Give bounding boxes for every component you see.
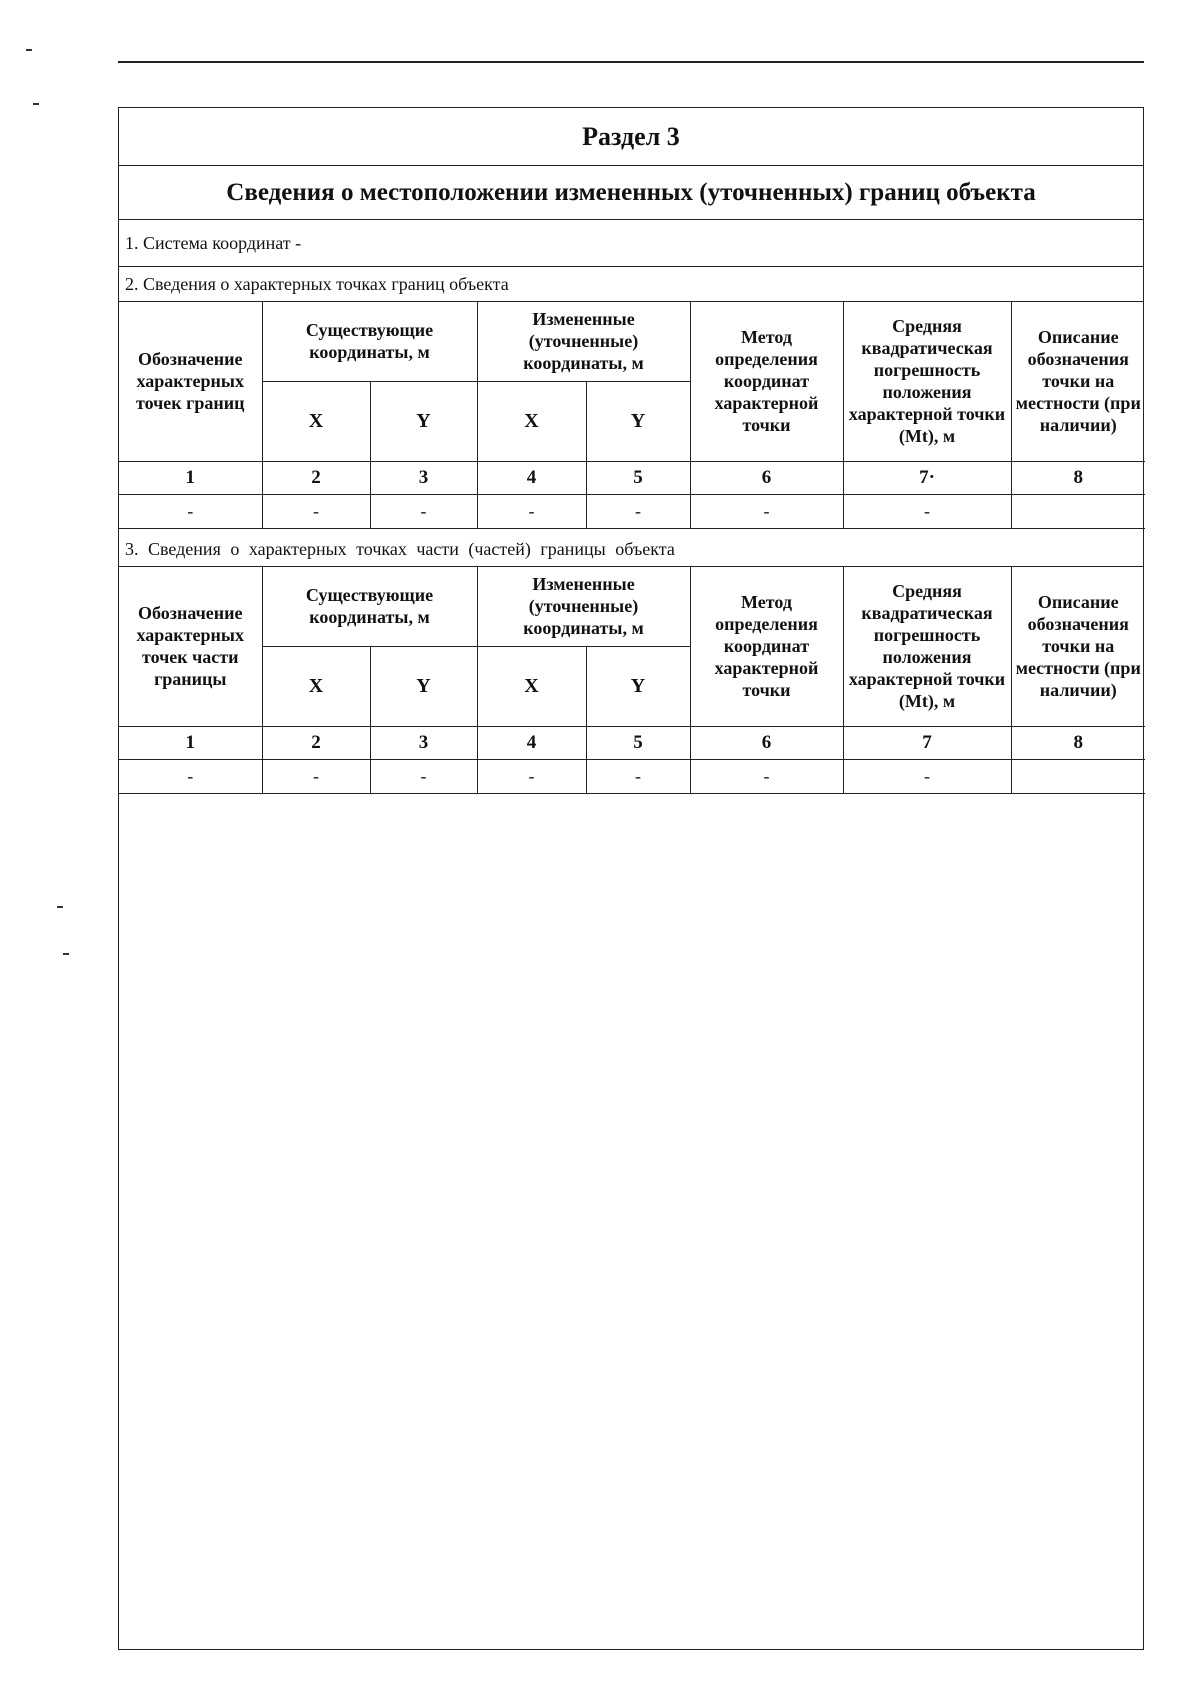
header-error: Средняя квадратическая погрешность положения характерной точки (Mt), м bbox=[843, 567, 1011, 726]
scan-mark bbox=[63, 953, 69, 955]
table-row bbox=[119, 759, 1145, 793]
header-method: Метод определения координат характерной точки bbox=[690, 302, 843, 461]
points-table-heading: 2. Сведения о характерных точках границ объекта bbox=[119, 267, 1143, 302]
points-table bbox=[119, 302, 1145, 529]
table-cell: - bbox=[370, 494, 477, 528]
column-numbers-row bbox=[119, 461, 1145, 494]
scan-mark bbox=[57, 906, 63, 908]
table-cell bbox=[1011, 494, 1145, 528]
header-designation: Обозначение характерных точек границ bbox=[119, 302, 262, 461]
column-number: 5 bbox=[586, 461, 690, 494]
column-number: 1 bbox=[119, 726, 262, 759]
column-number: 3 bbox=[370, 726, 477, 759]
table-cell: - bbox=[843, 759, 1011, 793]
header-changed-x: X bbox=[477, 646, 586, 726]
header-existing-coords: Существующие координаты, м bbox=[262, 302, 477, 381]
table-cell: - bbox=[262, 494, 370, 528]
coordinate-system-line: 1. Система координат - bbox=[119, 220, 1143, 267]
column-number: 8 bbox=[1011, 461, 1145, 494]
column-number: 6 bbox=[690, 726, 843, 759]
top-rule bbox=[118, 61, 1144, 63]
scan-mark bbox=[26, 49, 32, 51]
header-changed-x: X bbox=[477, 381, 586, 461]
table-cell: - bbox=[690, 759, 843, 793]
table-cell: - bbox=[690, 494, 843, 528]
header-existing-x: X bbox=[262, 381, 370, 461]
scan-mark bbox=[33, 103, 39, 105]
table-cell: - bbox=[477, 494, 586, 528]
table-cell: - bbox=[586, 494, 690, 528]
column-number: 8 bbox=[1011, 726, 1145, 759]
column-number: 2 bbox=[262, 461, 370, 494]
table-cell bbox=[1011, 759, 1145, 793]
header-changed-y: Y bbox=[586, 646, 690, 726]
table-cell: - bbox=[119, 494, 262, 528]
table-cell: - bbox=[119, 759, 262, 793]
section-title: Раздел 3 bbox=[119, 108, 1143, 166]
parts-table-heading: 3. Сведения о характерных точках части (частей) границы объекта bbox=[119, 532, 1143, 567]
section-subtitle: Сведения о местоположении измененных (уточненных) границ объекта bbox=[119, 166, 1143, 220]
header-description: Описание обозначения точки на местности (при наличии) bbox=[1011, 302, 1145, 461]
header-existing-y: Y bbox=[370, 381, 477, 461]
parts-table bbox=[119, 567, 1145, 794]
column-number: 4 bbox=[477, 461, 586, 494]
header-changed-coords: Измененные (уточненные) координаты, м bbox=[477, 302, 690, 381]
table-cell: - bbox=[843, 494, 1011, 528]
header-description: Описание обозначения точки на местности (при наличии) bbox=[1011, 567, 1145, 726]
table-row bbox=[119, 494, 1145, 528]
column-number: 2 bbox=[262, 726, 370, 759]
header-designation: Обозначение характерных точек части границы bbox=[119, 567, 262, 726]
header-error: Средняя квадратическая погрешность положения характерной точки (Mt), м bbox=[843, 302, 1011, 461]
column-number: 3 bbox=[370, 461, 477, 494]
header-existing-x: X bbox=[262, 646, 370, 726]
table-cell: - bbox=[262, 759, 370, 793]
header-existing-coords: Существующие координаты, м bbox=[262, 567, 477, 646]
header-existing-y: Y bbox=[370, 646, 477, 726]
table-cell: - bbox=[477, 759, 586, 793]
column-number: 1 bbox=[119, 461, 262, 494]
header-method: Метод определения координат характерной точки bbox=[690, 567, 843, 726]
column-number: 7 bbox=[843, 726, 1011, 759]
table-cell: - bbox=[586, 759, 690, 793]
table-cell: - bbox=[370, 759, 477, 793]
document-frame bbox=[118, 107, 1144, 1650]
column-number: 7· bbox=[843, 461, 1011, 494]
column-number: 4 bbox=[477, 726, 586, 759]
column-number: 6 bbox=[690, 461, 843, 494]
column-number: 5 bbox=[586, 726, 690, 759]
header-changed-y: Y bbox=[586, 381, 690, 461]
header-changed-coords: Измененные (уточненные) координаты, м bbox=[477, 567, 690, 646]
column-numbers-row bbox=[119, 726, 1145, 759]
